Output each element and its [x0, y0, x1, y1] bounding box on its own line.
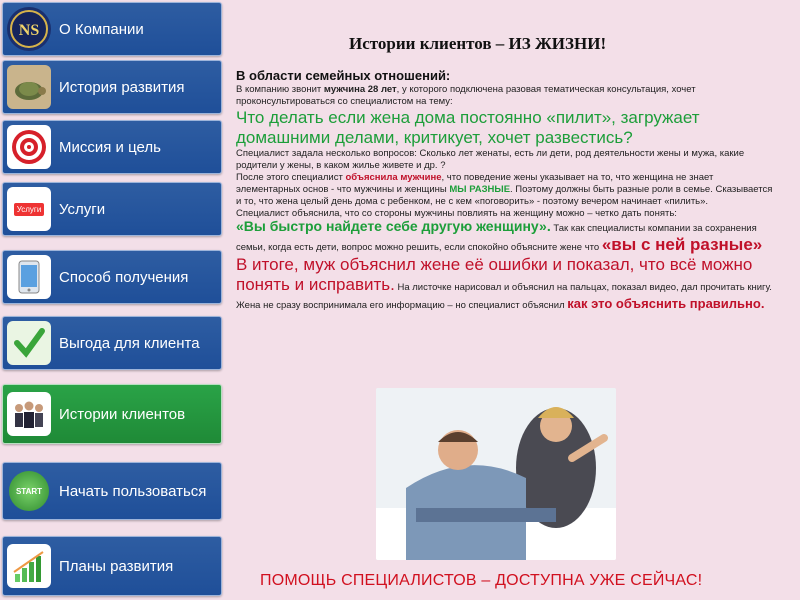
nav-item-delivery[interactable] — [2, 250, 222, 304]
intro-text-cont: , у которого подключена разовая тематическая консультация, хочет проконсультироваться со специалистом на тему: — [236, 84, 696, 107]
nav-label-delivery: Способ получения — [59, 268, 189, 286]
nav-label-about: О Компании — [59, 20, 144, 38]
paragraph-explanation — [236, 172, 776, 208]
nav-label-services: Услуги — [59, 200, 106, 218]
ns-logo-icon — [7, 7, 51, 51]
nav-label-stories: Истории клиентов — [59, 405, 186, 423]
checkmark-icon — [7, 321, 51, 365]
start-button-icon — [7, 469, 51, 513]
sidebar-nav — [0, 0, 226, 600]
nav-item-mission[interactable] — [2, 120, 222, 174]
result-detail: На листочке нарисовал и объяснил на пальцах, показал видео, дал прочитать книгу. — [394, 282, 772, 293]
paragraph-result — [236, 220, 776, 295]
nav-item-plans[interactable] — [2, 536, 222, 596]
nav-label-plans: Планы развития — [59, 557, 174, 575]
result-text: Так как специалисты компании за сохранения семьи, когда есть дети, вопрос можно решить, если спокойно объясните жене что — [236, 223, 757, 253]
nav-item-start[interactable] — [2, 462, 222, 520]
final-text: Жена не сразу воспринимала его информацию – но специалист объяснил — [236, 300, 568, 311]
nav-label-mission: Миссия и цель — [59, 138, 161, 156]
nav-item-about[interactable] — [2, 2, 222, 56]
nav-item-history[interactable] — [2, 60, 222, 114]
people-group-icon — [7, 392, 51, 436]
explanation-text: После этого специалист — [236, 172, 346, 183]
explanation-text-end: . Поэтому должны быть разные роли в семье. Сказывается и то, что жена целый день дома с ребенком, не с кем «поговорить» - поэтому вечером начинает «пилить». — [236, 184, 773, 207]
explanation-emphasis: объяснила мужчине — [345, 172, 442, 183]
paragraph-final — [236, 298, 776, 312]
start-button-text: START — [9, 471, 49, 511]
nav-label-benefit: Выгода для клиента — [59, 334, 200, 352]
nav-item-services[interactable] — [2, 182, 222, 236]
nav-label-history: История развития — [59, 78, 185, 96]
main-content — [236, 0, 796, 600]
intro-text: В компанию звонит — [236, 84, 324, 95]
paragraph-questions: Специалист задала несколько вопросов: Сколько лет женаты, есть ли дети, род деятельности жены и мужа, какие родители у жены, в каком жилье живете и др. ? — [236, 148, 745, 171]
turtle-icon — [7, 65, 51, 109]
final-emphasis: как это объяснить правильно. — [567, 296, 765, 311]
cta-banner: ПОМОЩЬ СПЕЦИАЛИСТОВ – ДОСТУПНА УЖЕ СЕЙЧАС! — [260, 572, 703, 589]
explanation-text-cont: , что поведение жены указывает на то, что женщина не знает элементарных основ - что мужчины и женщины — [236, 172, 714, 195]
quote-find-another: «Вы быстро найдете себе другую женщину». — [236, 218, 551, 234]
growth-chart-icon — [7, 544, 51, 588]
ns-logo-text: NS — [18, 22, 40, 39]
services-tag-icon — [7, 187, 51, 231]
paragraph-advice: Специалист объяснила, что со стороны мужчины повлиять на женщину можно – четко дать понять: — [236, 208, 677, 219]
we-are-different-text: МЫ РАЗНЫЕ — [449, 184, 511, 195]
client-question: Что делать если жена дома постоянно «пилит», загружает домашними делами, критикует, хочет развестись? — [236, 108, 700, 147]
smartphone-icon — [7, 255, 51, 299]
couple-argument-photo — [376, 388, 616, 560]
section-heading: В области семейных отношений: — [236, 68, 451, 83]
services-tag-text: Услуги — [14, 203, 45, 216]
paragraph-intro — [236, 84, 776, 108]
page-title: Истории клиентов – ИЗ ЖИЗНИ! — [349, 34, 607, 53]
nav-item-benefit[interactable] — [2, 316, 222, 370]
result-outcome: В итоге, муж объяснил жене её ошибки и показал, что всё можно понять и исправить. — [236, 255, 753, 294]
quote-you-are-different: «вы с ней разные» — [601, 235, 763, 254]
nav-item-stories[interactable] — [2, 384, 222, 444]
nav-label-start: Начать пользоваться — [59, 482, 207, 500]
intro-emphasis: мужчина 28 лет — [323, 84, 397, 95]
article — [236, 68, 776, 312]
target-icon — [7, 125, 51, 169]
